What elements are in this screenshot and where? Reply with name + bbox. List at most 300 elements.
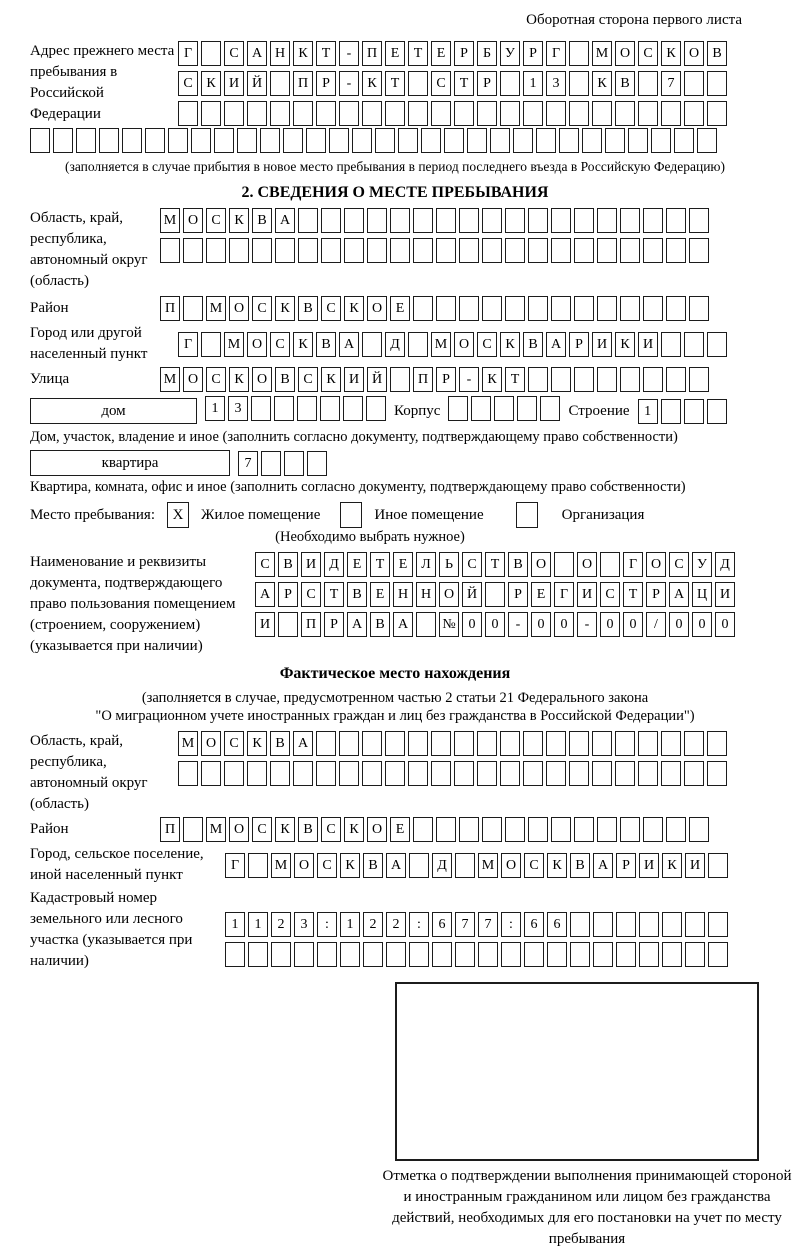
char-box[interactable]: [444, 128, 464, 153]
char-box[interactable]: [413, 208, 433, 233]
char-box[interactable]: [270, 761, 290, 786]
char-box[interactable]: [306, 128, 326, 153]
char-box[interactable]: О: [501, 853, 521, 878]
char-box[interactable]: 2: [363, 912, 383, 937]
char-box[interactable]: [413, 296, 433, 321]
char-box[interactable]: Н: [393, 582, 413, 607]
char-box[interactable]: [477, 731, 497, 756]
char-box[interactable]: [362, 761, 382, 786]
char-box[interactable]: [363, 942, 383, 967]
char-box[interactable]: К: [201, 71, 221, 96]
char-box[interactable]: [574, 367, 594, 392]
char-box[interactable]: [297, 396, 317, 421]
char-box[interactable]: [408, 332, 428, 357]
char-box[interactable]: [436, 238, 456, 263]
char-box[interactable]: А: [669, 582, 689, 607]
char-box[interactable]: Ь: [439, 552, 459, 577]
char-box[interactable]: В: [347, 582, 367, 607]
char-box[interactable]: 1: [225, 912, 245, 937]
char-box[interactable]: Р: [508, 582, 528, 607]
char-box[interactable]: П: [362, 41, 382, 66]
char-box[interactable]: К: [293, 41, 313, 66]
char-box[interactable]: К: [321, 367, 341, 392]
char-box[interactable]: [620, 817, 640, 842]
char-box[interactable]: [482, 296, 502, 321]
char-box[interactable]: 1: [340, 912, 360, 937]
char-box[interactable]: [505, 296, 525, 321]
char-box[interactable]: [500, 731, 520, 756]
char-box[interactable]: [459, 208, 479, 233]
char-box[interactable]: С: [255, 552, 275, 577]
char-box[interactable]: С: [252, 296, 272, 321]
char-box[interactable]: [247, 761, 267, 786]
char-box[interactable]: [183, 238, 203, 263]
char-box[interactable]: М: [160, 367, 180, 392]
char-box[interactable]: К: [615, 332, 635, 357]
char-box[interactable]: Ц: [692, 582, 712, 607]
char-box[interactable]: П: [413, 367, 433, 392]
char-box[interactable]: К: [344, 817, 364, 842]
char-box[interactable]: [616, 942, 636, 967]
char-box[interactable]: [546, 731, 566, 756]
char-box[interactable]: [528, 238, 548, 263]
char-box[interactable]: -: [339, 71, 359, 96]
char-box[interactable]: [643, 208, 663, 233]
char-box[interactable]: О: [454, 332, 474, 357]
char-box[interactable]: [224, 761, 244, 786]
char-box[interactable]: К: [247, 731, 267, 756]
char-box[interactable]: К: [229, 208, 249, 233]
char-box[interactable]: [343, 396, 363, 421]
char-box[interactable]: [385, 101, 405, 126]
char-box[interactable]: 1: [205, 396, 225, 421]
char-box[interactable]: П: [160, 296, 180, 321]
char-box[interactable]: [684, 399, 704, 424]
char-box[interactable]: [459, 238, 479, 263]
char-box[interactable]: [638, 761, 658, 786]
char-box[interactable]: Г: [623, 552, 643, 577]
char-box[interactable]: [271, 942, 291, 967]
char-box[interactable]: Т: [485, 552, 505, 577]
char-box[interactable]: [523, 101, 543, 126]
char-box[interactable]: [317, 942, 337, 967]
char-box[interactable]: [662, 942, 682, 967]
char-box[interactable]: [478, 942, 498, 967]
char-box[interactable]: И: [592, 332, 612, 357]
char-box[interactable]: [638, 101, 658, 126]
char-box[interactable]: [707, 332, 727, 357]
char-box[interactable]: Д: [324, 552, 344, 577]
char-box[interactable]: В: [252, 208, 272, 233]
char-box[interactable]: У: [692, 552, 712, 577]
char-box[interactable]: О: [229, 817, 249, 842]
char-box[interactable]: [500, 71, 520, 96]
char-box[interactable]: [505, 238, 525, 263]
char-box[interactable]: Г: [178, 332, 198, 357]
char-box[interactable]: [528, 208, 548, 233]
char-box[interactable]: [178, 101, 198, 126]
char-box[interactable]: [99, 128, 119, 153]
char-box[interactable]: 0: [669, 612, 689, 637]
char-box[interactable]: [344, 208, 364, 233]
char-box[interactable]: 3: [546, 71, 566, 96]
char-box[interactable]: [431, 101, 451, 126]
char-box[interactable]: [570, 912, 590, 937]
char-box[interactable]: С: [301, 582, 321, 607]
char-box[interactable]: :: [409, 912, 429, 937]
char-box[interactable]: [620, 296, 640, 321]
stay-option-organization-checkbox[interactable]: [516, 502, 538, 528]
char-box[interactable]: О: [367, 817, 387, 842]
char-box[interactable]: В: [615, 71, 635, 96]
char-box[interactable]: [707, 761, 727, 786]
char-box[interactable]: О: [439, 582, 459, 607]
char-box[interactable]: О: [615, 41, 635, 66]
char-box[interactable]: О: [531, 552, 551, 577]
char-box[interactable]: [191, 128, 211, 153]
char-box[interactable]: П: [160, 817, 180, 842]
char-box[interactable]: Е: [531, 582, 551, 607]
char-box[interactable]: [523, 761, 543, 786]
stay-option-residential-checkbox[interactable]: X: [167, 502, 189, 528]
char-box[interactable]: Й: [367, 367, 387, 392]
char-box[interactable]: [684, 332, 704, 357]
char-box[interactable]: 0: [485, 612, 505, 637]
char-box[interactable]: 0: [715, 612, 735, 637]
char-box[interactable]: [409, 942, 429, 967]
char-box[interactable]: [643, 817, 663, 842]
char-box[interactable]: [454, 761, 474, 786]
char-box[interactable]: И: [638, 332, 658, 357]
char-box[interactable]: [689, 817, 709, 842]
char-box[interactable]: [183, 296, 203, 321]
char-box[interactable]: [454, 101, 474, 126]
char-box[interactable]: А: [593, 853, 613, 878]
char-box[interactable]: К: [482, 367, 502, 392]
char-box[interactable]: [375, 128, 395, 153]
char-box[interactable]: [316, 761, 336, 786]
char-box[interactable]: А: [546, 332, 566, 357]
char-box[interactable]: [551, 367, 571, 392]
char-box[interactable]: [547, 942, 567, 967]
char-box[interactable]: Р: [523, 41, 543, 66]
char-box[interactable]: [293, 761, 313, 786]
char-box[interactable]: :: [317, 912, 337, 937]
char-box[interactable]: О: [201, 731, 221, 756]
char-box[interactable]: [494, 396, 514, 421]
char-box[interactable]: [708, 912, 728, 937]
char-box[interactable]: [551, 296, 571, 321]
char-box[interactable]: А: [347, 612, 367, 637]
char-box[interactable]: [551, 817, 571, 842]
char-box[interactable]: [421, 128, 441, 153]
char-box[interactable]: [122, 128, 142, 153]
char-box[interactable]: [294, 942, 314, 967]
char-box[interactable]: [666, 208, 686, 233]
char-box[interactable]: [500, 101, 520, 126]
char-box[interactable]: 7: [661, 71, 681, 96]
char-box[interactable]: П: [293, 71, 313, 96]
char-box[interactable]: [237, 128, 257, 153]
char-box[interactable]: [501, 942, 521, 967]
char-box[interactable]: М: [160, 208, 180, 233]
char-box[interactable]: [597, 367, 617, 392]
char-box[interactable]: [201, 41, 221, 66]
char-box[interactable]: [666, 296, 686, 321]
char-box[interactable]: [708, 942, 728, 967]
char-box[interactable]: И: [224, 71, 244, 96]
char-box[interactable]: -: [577, 612, 597, 637]
char-box[interactable]: [615, 101, 635, 126]
char-box[interactable]: С: [298, 367, 318, 392]
char-box[interactable]: [661, 101, 681, 126]
char-box[interactable]: -: [339, 41, 359, 66]
char-box[interactable]: [551, 238, 571, 263]
char-box[interactable]: [436, 208, 456, 233]
char-box[interactable]: А: [255, 582, 275, 607]
char-box[interactable]: [390, 208, 410, 233]
char-box[interactable]: [270, 101, 290, 126]
char-box[interactable]: [413, 817, 433, 842]
char-box[interactable]: [390, 367, 410, 392]
char-box[interactable]: 2: [271, 912, 291, 937]
char-box[interactable]: П: [301, 612, 321, 637]
char-box[interactable]: [666, 238, 686, 263]
char-box[interactable]: К: [275, 296, 295, 321]
char-box[interactable]: О: [294, 853, 314, 878]
char-box[interactable]: [661, 332, 681, 357]
char-box[interactable]: [339, 761, 359, 786]
char-box[interactable]: С: [252, 817, 272, 842]
char-box[interactable]: [569, 101, 589, 126]
char-box[interactable]: [201, 101, 221, 126]
char-box[interactable]: [643, 238, 663, 263]
char-box[interactable]: [528, 367, 548, 392]
char-box[interactable]: Т: [505, 367, 525, 392]
char-box[interactable]: И: [639, 853, 659, 878]
char-box[interactable]: [339, 101, 359, 126]
char-box[interactable]: [662, 912, 682, 937]
char-box[interactable]: [214, 128, 234, 153]
char-box[interactable]: [201, 761, 221, 786]
char-box[interactable]: [620, 238, 640, 263]
char-box[interactable]: С: [206, 208, 226, 233]
char-box[interactable]: В: [370, 612, 390, 637]
char-box[interactable]: О: [229, 296, 249, 321]
char-box[interactable]: [620, 367, 640, 392]
char-box[interactable]: Р: [278, 582, 298, 607]
char-box[interactable]: [707, 101, 727, 126]
char-box[interactable]: К: [229, 367, 249, 392]
char-box[interactable]: [283, 128, 303, 153]
char-box[interactable]: 6: [524, 912, 544, 937]
char-box[interactable]: [278, 612, 298, 637]
char-box[interactable]: [467, 128, 487, 153]
char-box[interactable]: [666, 817, 686, 842]
char-box[interactable]: Т: [408, 41, 428, 66]
char-box[interactable]: В: [275, 367, 295, 392]
char-box[interactable]: М: [224, 332, 244, 357]
char-box[interactable]: [569, 41, 589, 66]
char-box[interactable]: [178, 761, 198, 786]
char-box[interactable]: [251, 396, 271, 421]
char-box[interactable]: В: [270, 731, 290, 756]
char-box[interactable]: [684, 101, 704, 126]
char-box[interactable]: М: [178, 731, 198, 756]
char-box[interactable]: [293, 101, 313, 126]
char-box[interactable]: О: [252, 367, 272, 392]
char-box[interactable]: [275, 238, 295, 263]
char-box[interactable]: [316, 101, 336, 126]
char-box[interactable]: [320, 396, 340, 421]
char-box[interactable]: 7: [455, 912, 475, 937]
char-box[interactable]: [689, 238, 709, 263]
char-box[interactable]: [366, 396, 386, 421]
char-box[interactable]: И: [715, 582, 735, 607]
char-box[interactable]: [398, 128, 418, 153]
char-box[interactable]: [307, 451, 327, 476]
char-box[interactable]: [536, 128, 556, 153]
char-box[interactable]: [362, 731, 382, 756]
char-box[interactable]: [431, 731, 451, 756]
char-box[interactable]: [597, 208, 617, 233]
char-box[interactable]: [615, 761, 635, 786]
char-box[interactable]: [570, 942, 590, 967]
char-box[interactable]: К: [275, 817, 295, 842]
char-box[interactable]: [554, 552, 574, 577]
char-box[interactable]: [684, 761, 704, 786]
char-box[interactable]: [685, 942, 705, 967]
char-box[interactable]: [569, 71, 589, 96]
char-box[interactable]: [707, 731, 727, 756]
char-box[interactable]: Г: [546, 41, 566, 66]
char-box[interactable]: Т: [324, 582, 344, 607]
char-box[interactable]: 0: [554, 612, 574, 637]
char-box[interactable]: 6: [432, 912, 452, 937]
char-box[interactable]: Й: [247, 71, 267, 96]
char-box[interactable]: В: [316, 332, 336, 357]
char-box[interactable]: [482, 238, 502, 263]
char-box[interactable]: [708, 853, 728, 878]
char-box[interactable]: С: [462, 552, 482, 577]
char-box[interactable]: [459, 296, 479, 321]
char-box[interactable]: [638, 71, 658, 96]
char-box[interactable]: С: [524, 853, 544, 878]
char-box[interactable]: [284, 451, 304, 476]
char-box[interactable]: [523, 731, 543, 756]
char-box[interactable]: [390, 238, 410, 263]
char-box[interactable]: [367, 208, 387, 233]
char-box[interactable]: [225, 942, 245, 967]
char-box[interactable]: [697, 128, 717, 153]
char-box[interactable]: [459, 817, 479, 842]
char-box[interactable]: Л: [416, 552, 436, 577]
char-box[interactable]: [408, 71, 428, 96]
char-box[interactable]: С: [224, 41, 244, 66]
char-box[interactable]: [362, 332, 382, 357]
char-box[interactable]: Б: [477, 41, 497, 66]
char-box[interactable]: [574, 208, 594, 233]
char-box[interactable]: [574, 296, 594, 321]
char-box[interactable]: [168, 128, 188, 153]
char-box[interactable]: [528, 296, 548, 321]
char-box[interactable]: [661, 761, 681, 786]
char-box[interactable]: Р: [454, 41, 474, 66]
char-box[interactable]: Р: [569, 332, 589, 357]
char-box[interactable]: 3: [228, 396, 248, 421]
char-box[interactable]: [482, 208, 502, 233]
char-box[interactable]: М: [206, 296, 226, 321]
char-box[interactable]: Д: [385, 332, 405, 357]
char-box[interactable]: [500, 761, 520, 786]
char-box[interactable]: [385, 731, 405, 756]
char-box[interactable]: К: [340, 853, 360, 878]
char-box[interactable]: [540, 396, 560, 421]
char-box[interactable]: Е: [390, 817, 410, 842]
char-box[interactable]: [689, 296, 709, 321]
char-box[interactable]: [482, 817, 502, 842]
char-box[interactable]: [689, 208, 709, 233]
char-box[interactable]: В: [523, 332, 543, 357]
char-box[interactable]: [298, 238, 318, 263]
char-box[interactable]: [261, 451, 281, 476]
char-box[interactable]: В: [363, 853, 383, 878]
char-box[interactable]: М: [592, 41, 612, 66]
char-box[interactable]: Р: [646, 582, 666, 607]
char-box[interactable]: Й: [462, 582, 482, 607]
char-box[interactable]: М: [206, 817, 226, 842]
char-box[interactable]: У: [500, 41, 520, 66]
char-box[interactable]: [643, 367, 663, 392]
char-box[interactable]: С: [206, 367, 226, 392]
char-box[interactable]: 0: [692, 612, 712, 637]
char-box[interactable]: Г: [178, 41, 198, 66]
char-box[interactable]: [477, 101, 497, 126]
char-box[interactable]: [707, 71, 727, 96]
char-box[interactable]: Т: [370, 552, 390, 577]
char-box[interactable]: [247, 101, 267, 126]
char-box[interactable]: [471, 396, 491, 421]
char-box[interactable]: [661, 399, 681, 424]
char-box[interactable]: [689, 367, 709, 392]
char-box[interactable]: Г: [554, 582, 574, 607]
char-box[interactable]: [274, 396, 294, 421]
char-box[interactable]: [517, 396, 537, 421]
char-box[interactable]: [685, 912, 705, 937]
char-box[interactable]: [248, 942, 268, 967]
char-box[interactable]: [206, 238, 226, 263]
char-box[interactable]: [408, 731, 428, 756]
char-box[interactable]: [386, 942, 406, 967]
char-box[interactable]: [592, 101, 612, 126]
char-box[interactable]: 3: [294, 912, 314, 937]
char-box[interactable]: К: [344, 296, 364, 321]
char-box[interactable]: [448, 396, 468, 421]
char-box[interactable]: Р: [324, 612, 344, 637]
char-box[interactable]: 1: [638, 399, 658, 424]
char-box[interactable]: М: [478, 853, 498, 878]
char-box[interactable]: С: [270, 332, 290, 357]
char-box[interactable]: [490, 128, 510, 153]
char-box[interactable]: С: [600, 582, 620, 607]
char-box[interactable]: [340, 942, 360, 967]
char-box[interactable]: 0: [462, 612, 482, 637]
char-box[interactable]: Е: [393, 552, 413, 577]
char-box[interactable]: А: [339, 332, 359, 357]
char-box[interactable]: [639, 942, 659, 967]
char-box[interactable]: [616, 912, 636, 937]
char-box[interactable]: [485, 582, 505, 607]
